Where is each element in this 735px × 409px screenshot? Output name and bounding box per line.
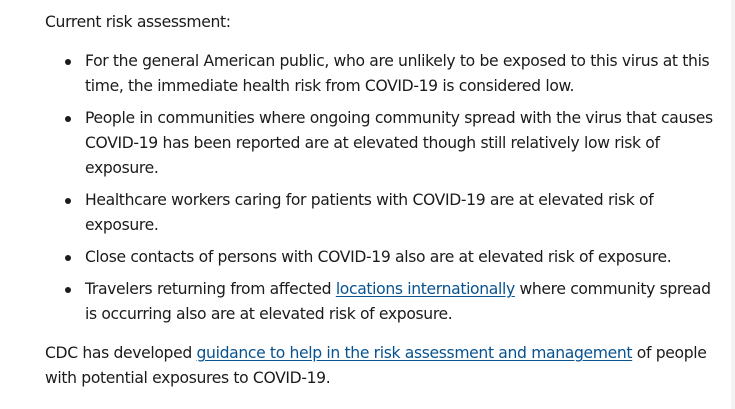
list-item: [45, 49, 720, 99]
list-item-text: People in communities where ongoing community spread with the virus that causes COVID-19 has been reported are at elevated though still relatively low risk of exposure.: [85, 109, 713, 177]
guidance-text-before: CDC has developed: [45, 344, 197, 362]
bullet-icon: [65, 59, 71, 65]
list-item: [45, 188, 720, 238]
scrollbar-track[interactable]: [731, 0, 735, 409]
bullet-icon: [65, 198, 71, 204]
list-item-text: For the general American public, who are unlikely to be exposed to this virus at this time, the immediate health risk from COVID-19 is considered low.: [85, 52, 710, 95]
list-item-text: Healthcare workers caring for patients with COVID-19 are at elevated risk of exposure.: [85, 191, 654, 234]
guidance-text-after: of people with potential exposures to COVID-19.: [45, 344, 707, 387]
list-item: [45, 106, 720, 181]
bullet-icon: [65, 255, 71, 261]
list-item: [45, 277, 720, 327]
risk-assessment-section: [45, 10, 720, 391]
list-item-text: Close contacts of persons with COVID-19 also are at elevated risk of exposure.: [85, 248, 672, 266]
section-heading: Current risk assessment:: [45, 13, 231, 31]
locations-internationally-link[interactable]: locations internationally: [335, 280, 515, 298]
risk-assessment-guidance-link[interactable]: guidance to help in the risk assessment and management: [196, 344, 633, 362]
guidance-paragraph: [45, 341, 720, 391]
list-item-text-before: Travelers returning from affected: [85, 280, 336, 298]
list-item: [45, 245, 720, 270]
list-item-text-after: where community spread is occurring also are at elevated risk of exposure.: [85, 280, 711, 323]
bullet-icon: [65, 287, 71, 293]
bullet-icon: [65, 116, 71, 122]
risk-list: [45, 49, 720, 327]
